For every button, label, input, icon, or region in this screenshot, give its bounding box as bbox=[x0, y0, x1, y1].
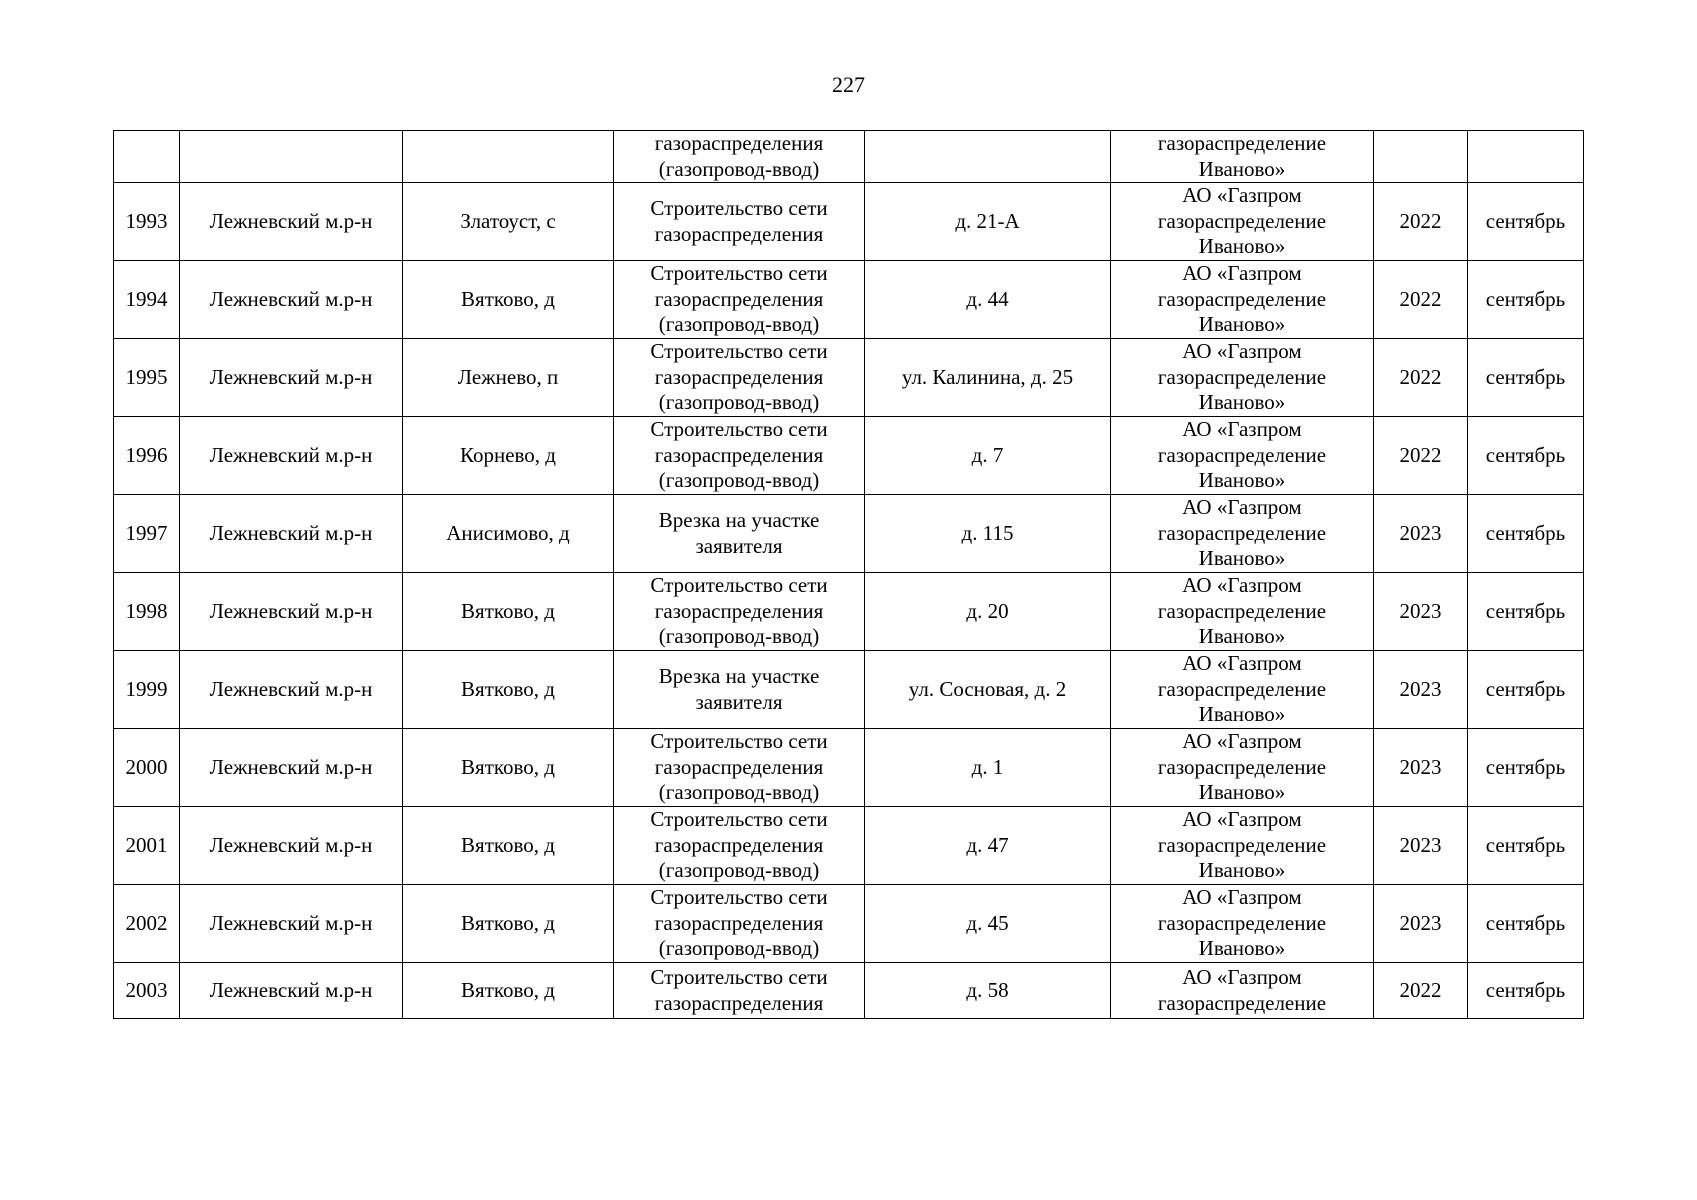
cell-month: сентябрь bbox=[1468, 807, 1584, 885]
cell-settlement: Вятково, д bbox=[403, 573, 614, 651]
cell-month: сентябрь bbox=[1468, 183, 1584, 261]
cell-year bbox=[1374, 131, 1468, 183]
cell-number: 2000 bbox=[114, 729, 180, 807]
cell-month: сентябрь bbox=[1468, 417, 1584, 495]
cell-settlement: Лежнево, п bbox=[403, 339, 614, 417]
cell-number: 1996 bbox=[114, 417, 180, 495]
cell-settlement: Вятково, д bbox=[403, 885, 614, 963]
cell-organization: АО «Газпром газораспределение Иваново» bbox=[1111, 261, 1374, 339]
table-row bbox=[114, 885, 1584, 963]
cell-organization: АО «Газпром газораспределение Иваново» bbox=[1111, 573, 1374, 651]
cell-number: 2002 bbox=[114, 885, 180, 963]
table-row bbox=[114, 573, 1584, 651]
table-row bbox=[114, 261, 1584, 339]
cell-year: 2022 bbox=[1374, 261, 1468, 339]
cell-district: Лежневский м.р-н bbox=[180, 495, 403, 573]
cell-organization: АО «Газпром газораспределение Иваново» bbox=[1111, 339, 1374, 417]
cell-district: Лежневский м.р-н bbox=[180, 417, 403, 495]
cell-district: Лежневский м.р-н bbox=[180, 651, 403, 729]
cell-organization: АО «Газпром газораспределение Иваново» bbox=[1111, 885, 1374, 963]
cell-settlement: Вятково, д bbox=[403, 729, 614, 807]
cell-month: сентябрь bbox=[1468, 885, 1584, 963]
cell-address: ул. Калинина, д. 25 bbox=[865, 339, 1111, 417]
cell-address: д. 21-А bbox=[865, 183, 1111, 261]
cell-number: 1993 bbox=[114, 183, 180, 261]
cell-year: 2022 bbox=[1374, 417, 1468, 495]
cell-number: 1998 bbox=[114, 573, 180, 651]
cell-organization: АО «Газпром газораспределение bbox=[1111, 963, 1374, 1019]
cell-number: 1994 bbox=[114, 261, 180, 339]
cell-district: Лежневский м.р-н bbox=[180, 339, 403, 417]
cell-district bbox=[180, 131, 403, 183]
cell-district: Лежневский м.р-н bbox=[180, 261, 403, 339]
cell-year: 2023 bbox=[1374, 729, 1468, 807]
table-row bbox=[114, 651, 1584, 729]
cell-district: Лежневский м.р-н bbox=[180, 729, 403, 807]
table-row bbox=[114, 417, 1584, 495]
cell-organization: АО «Газпром газораспределение Иваново» bbox=[1111, 495, 1374, 573]
cell-organization: АО «Газпром газораспределение Иваново» bbox=[1111, 651, 1374, 729]
table-row bbox=[114, 963, 1584, 1019]
cell-address: д. 58 bbox=[865, 963, 1111, 1019]
cell-work-type: Строительство сети газораспределения (газопровод-ввод) bbox=[614, 729, 865, 807]
cell-work-type: Врезка на участке заявителя bbox=[614, 651, 865, 729]
table-row bbox=[114, 183, 1584, 261]
cell-month: сентябрь bbox=[1468, 495, 1584, 573]
cell-work-type: Строительство сети газораспределения bbox=[614, 963, 865, 1019]
cell-address: д. 115 bbox=[865, 495, 1111, 573]
page-number: 227 bbox=[832, 72, 865, 97]
cell-address bbox=[865, 131, 1111, 183]
cell-organization: АО «Газпром газораспределение Иваново» bbox=[1111, 417, 1374, 495]
cell-settlement: Вятково, д bbox=[403, 807, 614, 885]
cell-work-type: Строительство сети газораспределения bbox=[614, 183, 865, 261]
cell-address: д. 45 bbox=[865, 885, 1111, 963]
cell-address: д. 47 bbox=[865, 807, 1111, 885]
cell-district: Лежневский м.р-н bbox=[180, 807, 403, 885]
cell-settlement: Корнево, д bbox=[403, 417, 614, 495]
cell-number: 2001 bbox=[114, 807, 180, 885]
cell-year: 2022 bbox=[1374, 339, 1468, 417]
cell-month: сентябрь bbox=[1468, 261, 1584, 339]
cell-month: сентябрь bbox=[1468, 339, 1584, 417]
cell-work-type: Строительство сети газораспределения (газопровод-ввод) bbox=[614, 885, 865, 963]
cell-organization: АО «Газпром газораспределение Иваново» bbox=[1111, 183, 1374, 261]
cell-month: сентябрь bbox=[1468, 729, 1584, 807]
cell-number: 2003 bbox=[114, 963, 180, 1019]
cell-settlement: Анисимово, д bbox=[403, 495, 614, 573]
cell-settlement: Вятково, д bbox=[403, 261, 614, 339]
cell-month bbox=[1468, 131, 1584, 183]
cell-year: 2022 bbox=[1374, 183, 1468, 261]
cell-address: д. 20 bbox=[865, 573, 1111, 651]
cell-organization: газораспределение Иваново» bbox=[1111, 131, 1374, 183]
cell-settlement: Вятково, д bbox=[403, 651, 614, 729]
cell-address: д. 1 bbox=[865, 729, 1111, 807]
cell-organization: АО «Газпром газораспределение Иваново» bbox=[1111, 729, 1374, 807]
cell-work-type: газораспределения (газопровод-ввод) bbox=[614, 131, 865, 183]
cell-number bbox=[114, 131, 180, 183]
cell-month: сентябрь bbox=[1468, 963, 1584, 1019]
cell-year: 2023 bbox=[1374, 885, 1468, 963]
cell-address: ул. Сосновая, д. 2 bbox=[865, 651, 1111, 729]
table-row bbox=[114, 339, 1584, 417]
cell-work-type: Строительство сети газораспределения (газопровод-ввод) bbox=[614, 417, 865, 495]
cell-month: сентябрь bbox=[1468, 573, 1584, 651]
cell-work-type: Строительство сети газораспределения (газопровод-ввод) bbox=[614, 573, 865, 651]
table-row bbox=[114, 495, 1584, 573]
cell-work-type: Строительство сети газораспределения (газопровод-ввод) bbox=[614, 339, 865, 417]
cell-year: 2023 bbox=[1374, 651, 1468, 729]
cell-year: 2023 bbox=[1374, 807, 1468, 885]
cell-district: Лежневский м.р-н bbox=[180, 963, 403, 1019]
cell-organization: АО «Газпром газораспределение Иваново» bbox=[1111, 807, 1374, 885]
cell-number: 1999 bbox=[114, 651, 180, 729]
cell-district: Лежневский м.р-н bbox=[180, 573, 403, 651]
cell-settlement: Вятково, д bbox=[403, 963, 614, 1019]
cell-work-type: Строительство сети газораспределения (газопровод-ввод) bbox=[614, 807, 865, 885]
cell-settlement: Златоуст, с bbox=[403, 183, 614, 261]
cell-number: 1995 bbox=[114, 339, 180, 417]
cell-year: 2022 bbox=[1374, 963, 1468, 1019]
table-row bbox=[114, 729, 1584, 807]
cell-work-type: Врезка на участке заявителя bbox=[614, 495, 865, 573]
cell-month: сентябрь bbox=[1468, 651, 1584, 729]
cell-year: 2023 bbox=[1374, 495, 1468, 573]
table-row bbox=[114, 807, 1584, 885]
cell-address: д. 7 bbox=[865, 417, 1111, 495]
cell-settlement bbox=[403, 131, 614, 183]
gas-network-table bbox=[113, 130, 1584, 1019]
cell-number: 1997 bbox=[114, 495, 180, 573]
cell-district: Лежневский м.р-н bbox=[180, 183, 403, 261]
table-row-continued bbox=[114, 131, 1584, 183]
table-body bbox=[114, 131, 1584, 1019]
cell-district: Лежневский м.р-н bbox=[180, 885, 403, 963]
cell-address: д. 44 bbox=[865, 261, 1111, 339]
cell-work-type: Строительство сети газораспределения (газопровод-ввод) bbox=[614, 261, 865, 339]
cell-year: 2023 bbox=[1374, 573, 1468, 651]
